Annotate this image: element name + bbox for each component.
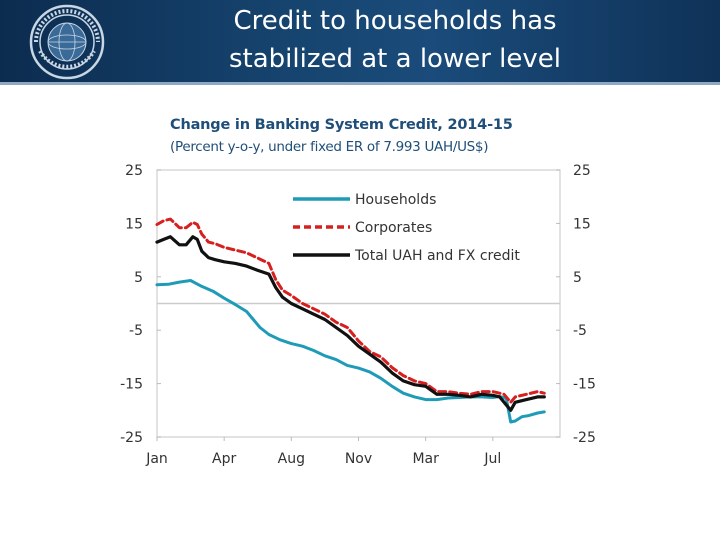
x-tick-label: Jul	[484, 451, 502, 467]
y-tick-label-left: 5	[134, 269, 143, 286]
y-tick-label-left: 15	[125, 216, 143, 233]
y-axis-left	[120, 163, 161, 446]
y-tick-label-right: -15	[573, 376, 596, 393]
y-tick-label-right: 15	[573, 216, 591, 233]
x-axis	[145, 437, 501, 467]
chart-title: Change in Banking System Credit, 2014-15	[170, 117, 513, 133]
y-tick-label-left: -5	[129, 323, 143, 340]
x-tick-label: Apr	[212, 451, 237, 467]
x-tick-label: Aug	[277, 451, 306, 467]
legend-label: Households	[355, 192, 437, 208]
x-tick-label: Nov	[344, 451, 373, 467]
y-tick-label-right: 25	[573, 163, 591, 179]
x-tick-label: Mar	[412, 451, 439, 467]
y-tick-label-right: 5	[573, 269, 582, 286]
series-line-households	[157, 281, 544, 423]
y-tick-label-left: -25	[120, 430, 143, 446]
x-tick-label: Jan	[146, 451, 168, 467]
chart-subtitle: (Percent y-o-y, under fixed ER of 7.993 UAH/US$)	[170, 139, 489, 155]
y-tick-label-left: 25	[125, 163, 143, 179]
y-axis-right	[556, 163, 596, 446]
slide-title-line2: stabilized at a lower level	[228, 44, 562, 74]
y-tick-label-right: -25	[573, 430, 596, 446]
legend-label: Corporates	[355, 220, 433, 236]
legend	[293, 192, 520, 264]
slide-title-line1: Credit to households has	[233, 6, 557, 36]
series-line-corporates	[157, 219, 544, 402]
y-tick-label-left: -15	[120, 376, 143, 393]
legend-label: Total UAH and FX credit	[355, 248, 520, 264]
y-tick-label-right: -5	[573, 323, 587, 340]
